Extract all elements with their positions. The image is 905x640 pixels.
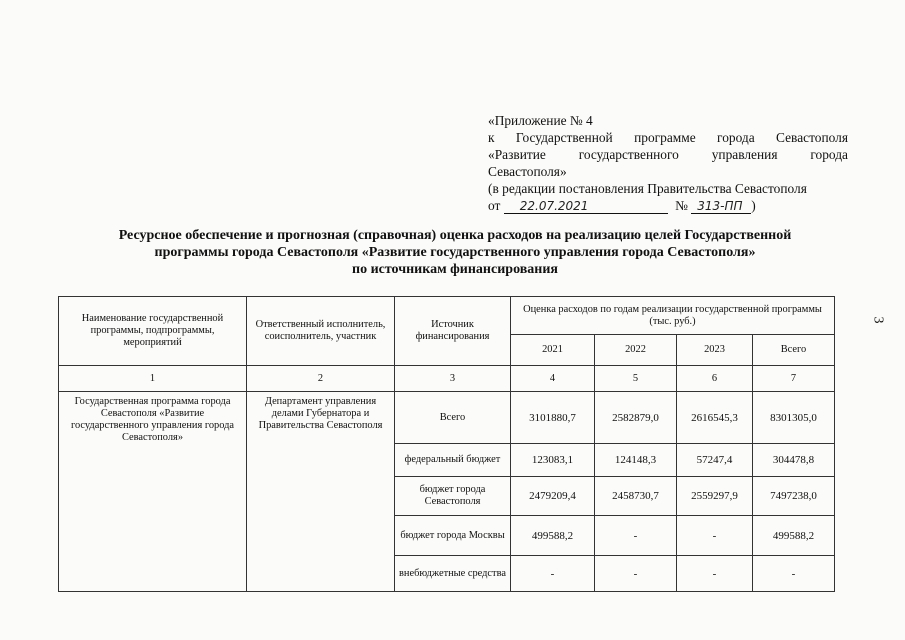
header-year-2023: 2023 bbox=[677, 335, 753, 366]
title-line-1: Ресурсное обеспечение и прогнозная (справочная) оценка расходов на реализацию целей Государственной bbox=[118, 228, 792, 243]
value-total: - bbox=[753, 556, 835, 592]
appendix-line-1: «Приложение № 4 bbox=[488, 113, 593, 128]
value-total: 8301305,0 bbox=[753, 392, 835, 444]
header-executor: Ответственный исполнитель, соисполнитель, участник bbox=[247, 297, 395, 366]
appendix-header bbox=[488, 112, 848, 214]
value-2022: 2458730,7 bbox=[595, 477, 677, 516]
number-value: 313-ПП bbox=[697, 199, 743, 213]
executor-cell: Департамент управления делами Губернатора и Правительства Севастополя bbox=[247, 392, 395, 592]
table-row bbox=[59, 392, 835, 444]
appendix-line-2: к Государственной программе города Севастополя bbox=[488, 130, 848, 145]
source-cell: Всего bbox=[395, 392, 511, 444]
source-cell: бюджет города Москвы bbox=[395, 516, 511, 556]
title-line-3: по источникам финансирования bbox=[352, 262, 558, 277]
value-2022: 2582879,0 bbox=[595, 392, 677, 444]
number-prefix: № bbox=[675, 198, 688, 213]
appendix-line-3: «Развитие государственного управления города bbox=[488, 147, 848, 162]
date-prefix: от bbox=[488, 198, 501, 213]
date-field bbox=[504, 199, 668, 214]
col-number: 7 bbox=[753, 366, 835, 392]
value-2022: - bbox=[595, 556, 677, 592]
header-row bbox=[59, 297, 835, 335]
title-line-2: программы города Севастополя «Развитие государственного управления города Севастополя» bbox=[154, 245, 756, 260]
value-2021: 499588,2 bbox=[511, 516, 595, 556]
number-field bbox=[691, 199, 751, 214]
source-cell: бюджет города Севастополя bbox=[395, 477, 511, 516]
side-page-number: 3 bbox=[870, 316, 886, 324]
document-title bbox=[70, 227, 840, 278]
value-2023: - bbox=[677, 556, 753, 592]
value-2022: 124148,3 bbox=[595, 444, 677, 477]
appendix-line-5: (в редакции постановления Правительства Севастополя bbox=[488, 181, 807, 196]
source-cell: федеральный бюджет bbox=[395, 444, 511, 477]
value-2021: 2479209,4 bbox=[511, 477, 595, 516]
value-2023: 57247,4 bbox=[677, 444, 753, 477]
value-2023: 2559297,9 bbox=[677, 477, 753, 516]
col-number: 6 bbox=[677, 366, 753, 392]
header-year-2022: 2022 bbox=[595, 335, 677, 366]
value-2021: 3101880,7 bbox=[511, 392, 595, 444]
appendix-date-line bbox=[488, 197, 848, 214]
financing-table bbox=[58, 296, 835, 592]
value-total: 499588,2 bbox=[753, 516, 835, 556]
header-total: Всего bbox=[753, 335, 835, 366]
col-number: 1 bbox=[59, 366, 247, 392]
value-total: 7497238,0 bbox=[753, 477, 835, 516]
value-total: 304478,8 bbox=[753, 444, 835, 477]
source-cell: внебюджетные средства bbox=[395, 556, 511, 592]
header-source: Источник финансирования bbox=[395, 297, 511, 366]
col-number: 3 bbox=[395, 366, 511, 392]
numbering-row bbox=[59, 366, 835, 392]
value-2023: - bbox=[677, 516, 753, 556]
col-number: 4 bbox=[511, 366, 595, 392]
col-number: 2 bbox=[247, 366, 395, 392]
appendix-line-4: Севастополя» bbox=[488, 164, 567, 179]
value-2023: 2616545,3 bbox=[677, 392, 753, 444]
number-suffix: ) bbox=[751, 198, 756, 213]
header-year-2021: 2021 bbox=[511, 335, 595, 366]
header-estimate: Оценка расходов по годам реализации государственной программы (тыс. руб.) bbox=[511, 297, 835, 335]
header-program-name: Наименование государственной программы, подпрограммы, мероприятий bbox=[59, 297, 247, 366]
program-name-cell: Государственная программа города Севастополя «Развитие государственного управления города Севастополя» bbox=[59, 392, 247, 592]
value-2021: - bbox=[511, 556, 595, 592]
value-2022: - bbox=[595, 516, 677, 556]
col-number: 5 bbox=[595, 366, 677, 392]
date-value: 22.07.2021 bbox=[519, 199, 589, 213]
value-2021: 123083,1 bbox=[511, 444, 595, 477]
